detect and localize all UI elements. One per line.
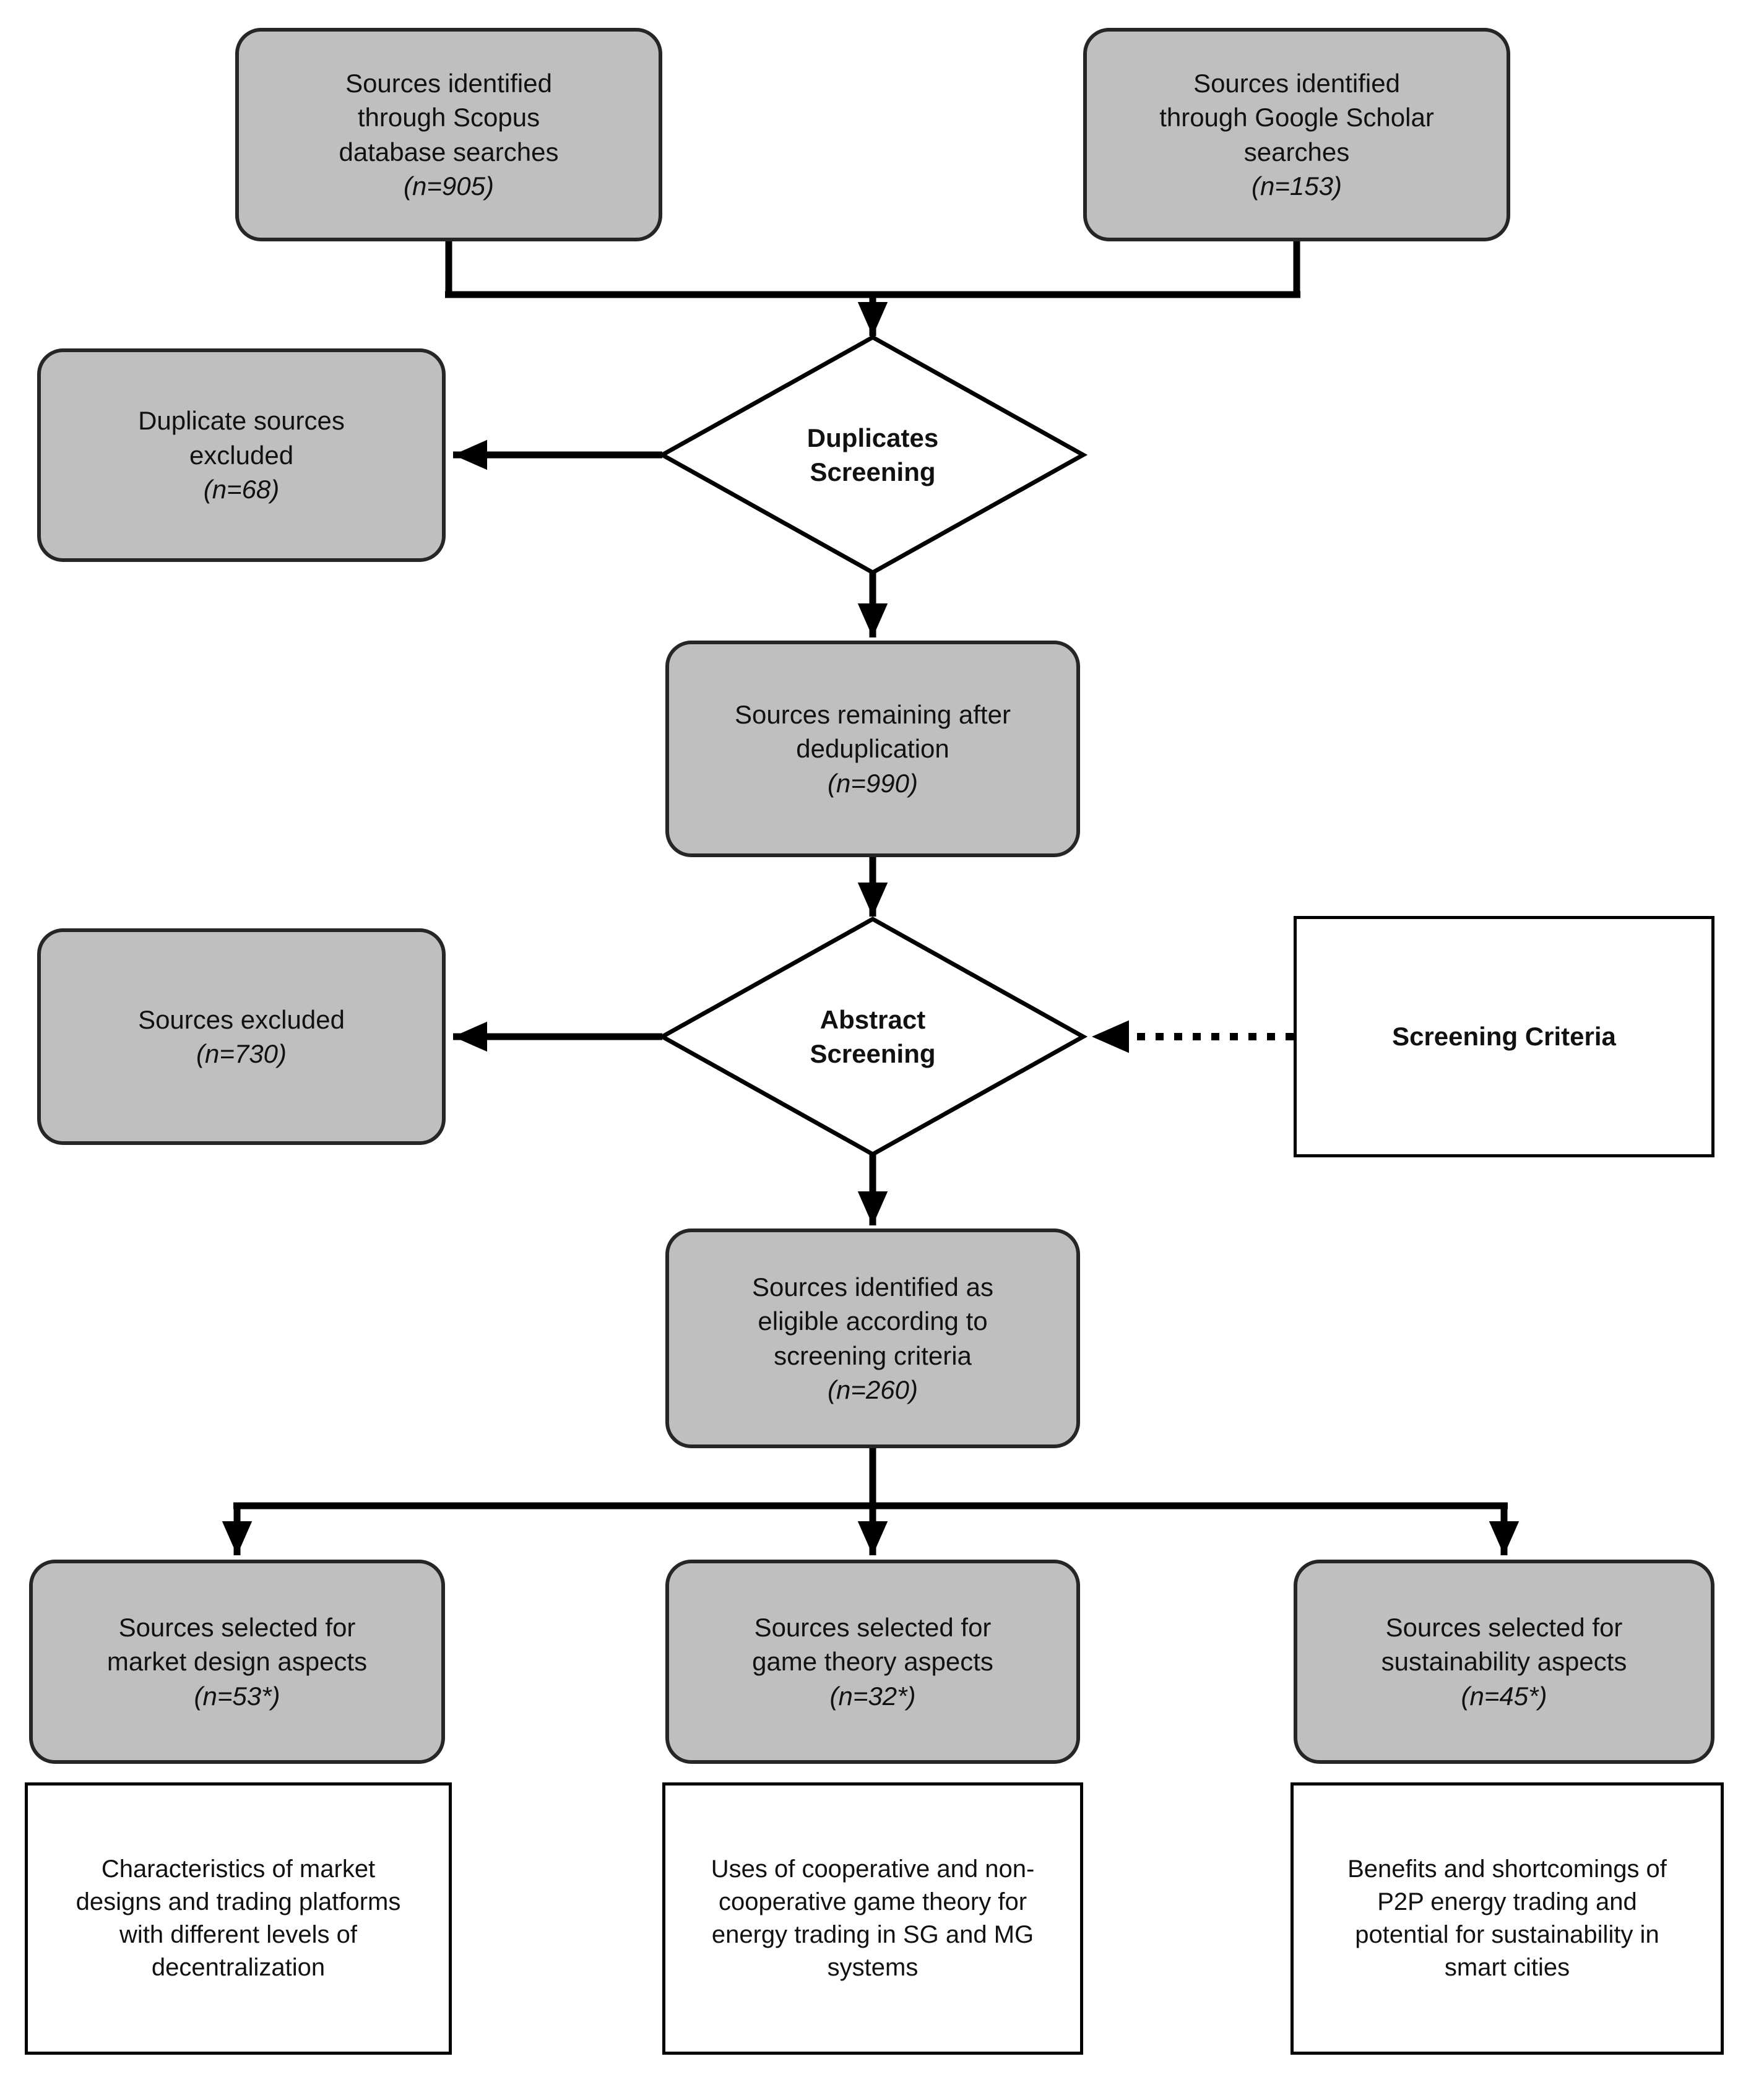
node-excluded	[37, 928, 446, 1145]
node-market-description	[25, 1782, 452, 2055]
node-market	[29, 1560, 445, 1764]
node-remaining-count: (n=990)	[828, 768, 918, 798]
node-remaining-label: Sources remaining after deduplication	[735, 699, 1011, 764]
node-google-label: Sources identified through Google Scholar searches	[1159, 68, 1434, 166]
node-eligible-label: Sources identified as eligible according to screening criteria	[752, 1272, 993, 1370]
node-abstract-screening-label: Abstract Screening	[810, 1004, 936, 1068]
node-sustain-label: Sources selected for sustainability aspects	[1381, 1612, 1627, 1677]
node-game-label: Sources selected for game theory aspects	[752, 1612, 993, 1677]
node-sustain-description	[1291, 1782, 1724, 2055]
node-sustain	[1294, 1560, 1714, 1764]
node-google	[1083, 28, 1510, 241]
node-duplicates-screening-label: Duplicates Screening	[806, 423, 939, 486]
node-market-description-label: Characteristics of market designs and trading platforms with different levels of decentralization	[76, 1855, 401, 1981]
node-excluded-count: (n=730)	[196, 1039, 287, 1068]
node-game-description	[662, 1782, 1083, 2055]
node-sustain-count: (n=45*)	[1461, 1681, 1547, 1711]
node-game	[665, 1560, 1080, 1764]
node-scopus-label: Sources identified through Scopus database searches	[339, 68, 559, 166]
node-excluded-label: Sources excluded	[138, 1004, 345, 1034]
node-screening-criteria	[1294, 916, 1714, 1157]
node-google-count: (n=153)	[1252, 171, 1342, 201]
node-sustain-description-label: Benefits and shortcomings of P2P energy trading and potential for sustainability in smart cities	[1347, 1855, 1667, 1981]
node-eligible	[665, 1228, 1080, 1448]
node-scopus-count: (n=905)	[404, 171, 494, 201]
node-screening-criteria-label: Screening Criteria	[1392, 1022, 1616, 1051]
node-market-label: Sources selected for market design aspects	[106, 1612, 368, 1677]
node-scopus	[235, 28, 662, 241]
node-remaining	[665, 641, 1080, 857]
node-eligible-count: (n=260)	[828, 1375, 918, 1404]
node-duplicate-excluded-count: (n=68)	[203, 475, 280, 504]
node-market-count: (n=53*)	[194, 1681, 280, 1711]
node-game-count: (n=32*)	[829, 1681, 916, 1711]
node-duplicate-excluded-label: Duplicate sources excluded	[138, 406, 345, 470]
node-game-description-label: Uses of cooperative and non-cooperative game theory for energy trading in SG and MG systems	[711, 1855, 1035, 1981]
node-duplicate-excluded	[37, 348, 446, 562]
